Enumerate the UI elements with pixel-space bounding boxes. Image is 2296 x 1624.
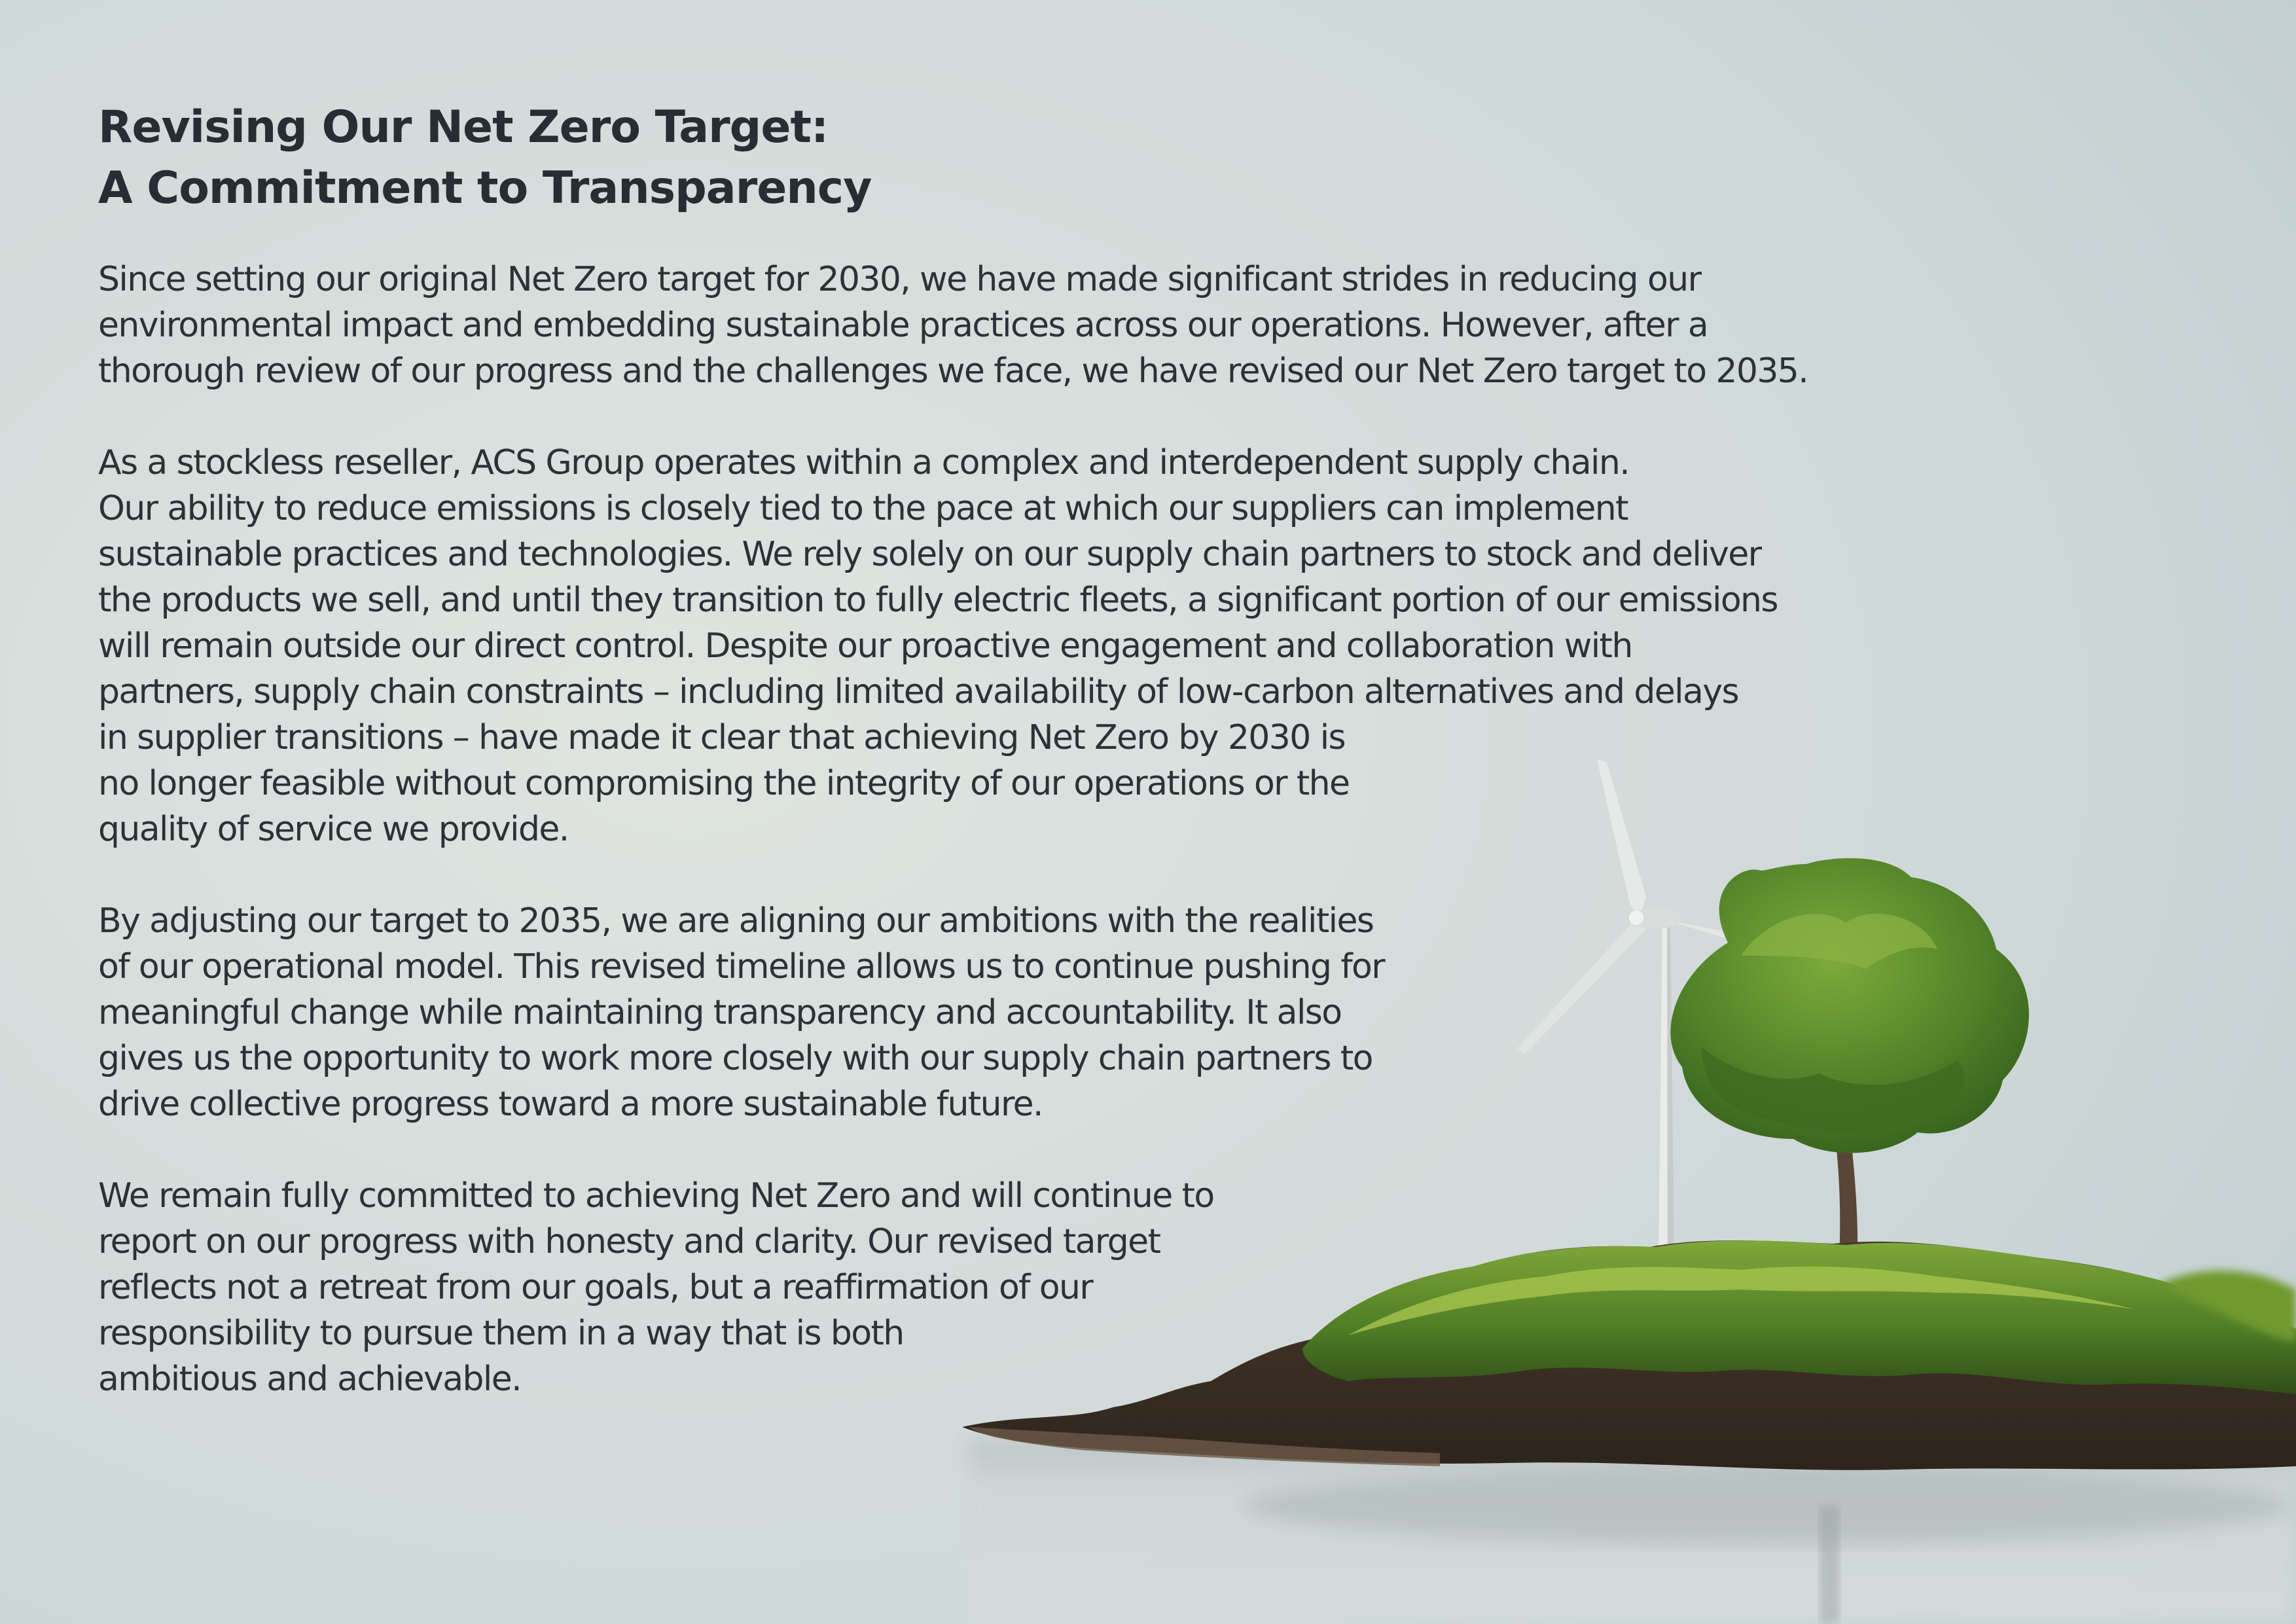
text-line: responsibility to pursue them in a way that is both xyxy=(98,1314,904,1353)
page-title-line: Revising Our Net Zero Target: xyxy=(98,101,829,153)
paragraph-supply-chain xyxy=(98,440,1778,852)
text-line: partners, supply chain constraints – including limited availability of low-carbon alternatives and delays xyxy=(98,672,1738,712)
text-line: sustainable practices and technologies. We rely solely on our supply chain partners to stock and deliver xyxy=(98,535,1761,574)
text-line: thorough review of our progress and the challenges we face, we have revised our Net Zero target to 2035. xyxy=(98,352,1808,391)
text-line: of our operational model. This revised timeline allows us to continue pushing for xyxy=(98,947,1385,986)
text-line: will remain outside our direct control. Despite our proactive engagement and collaboration with xyxy=(98,626,1632,666)
text-line: As a stockless reseller, ACS Group operates within a complex and interdependent supply chain. xyxy=(98,443,1630,482)
text-line: Our ability to reduce emissions is closely tied to the pace at which our suppliers can implement xyxy=(98,489,1628,528)
text-line: environmental impact and embedding sustainable practices across our operations. However, after a xyxy=(98,306,1708,345)
text-line: By adjusting our target to 2035, we are aligning our ambitions with the realities xyxy=(98,901,1374,941)
page-title-line: A Commitment to Transparency xyxy=(98,162,872,214)
text-line: gives us the opportunity to work more closely with our supply chain partners to xyxy=(98,1039,1372,1078)
text-line: report on our progress with honesty and clarity. Our revised target xyxy=(98,1222,1160,1261)
text-line: Since setting our original Net Zero target for 2030, we have made significant strides in reducing our xyxy=(98,260,1701,299)
text-line: the products we sell, and until they transition to fully electric fleets, a significant portion of our emissions xyxy=(98,581,1778,620)
paragraph-original-target xyxy=(98,257,1808,394)
page-title xyxy=(98,97,871,219)
text-line: reflects not a retreat from our goals, but a reaffirmation of our xyxy=(98,1268,1093,1307)
text-line: quality of service we provide. xyxy=(98,810,569,849)
paragraph-commitment xyxy=(98,1173,1214,1402)
text-line: drive collective progress toward a more sustainable future. xyxy=(98,1085,1043,1124)
text-line: We remain fully committed to achieving Net Zero and will continue to xyxy=(98,1176,1214,1216)
text-line: meaningful change while maintaining transparency and accountability. It also xyxy=(98,993,1342,1032)
text-line: no longer feasible without compromising the integrity of our operations or the xyxy=(98,764,1350,803)
text-line: in supplier transitions – have made it clear that achieving Net Zero by 2030 is xyxy=(98,718,1346,757)
paragraph-revised-timeline xyxy=(98,898,1384,1127)
text-line: ambitious and achievable. xyxy=(98,1360,522,1399)
